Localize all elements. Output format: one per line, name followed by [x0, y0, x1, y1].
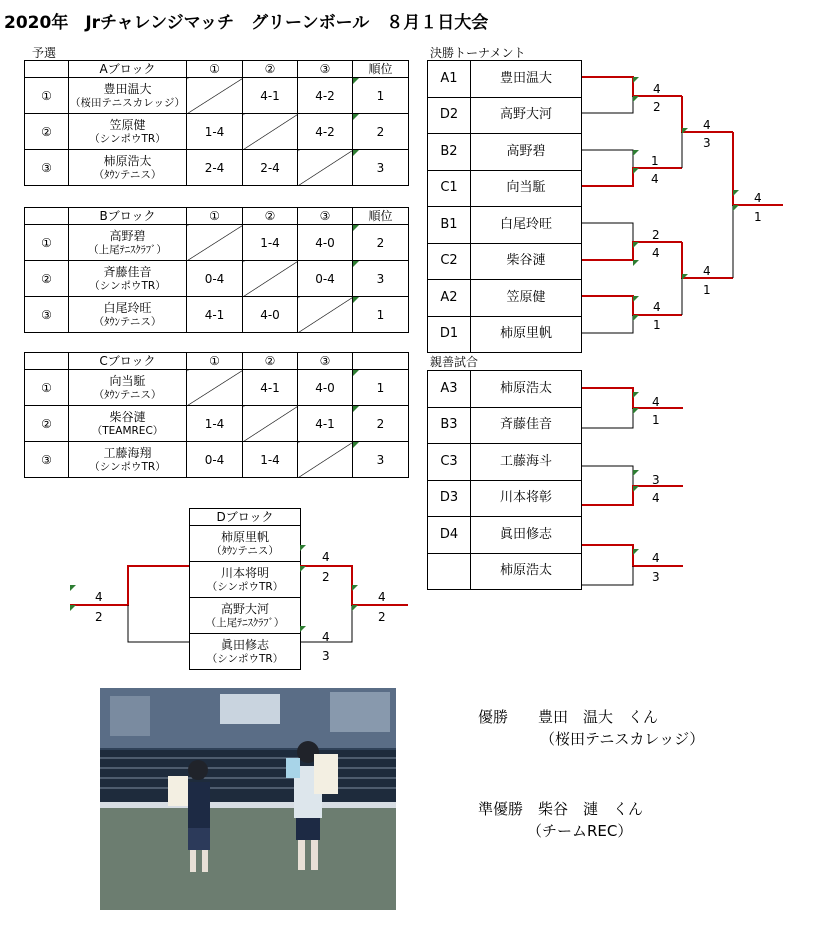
player-club: （シンポウTR） [206, 652, 284, 665]
player-club: （シンポウTR） [89, 279, 166, 292]
col-header: ③ [298, 208, 353, 225]
entry-name: 工藤海斗 [471, 444, 582, 481]
entry-code: D2 [428, 97, 471, 134]
entry-name: 柿原里帆 [471, 316, 582, 353]
bracket-line-win [582, 388, 683, 408]
entry-name: 高野大河 [471, 97, 582, 134]
entry-code: A2 [428, 280, 471, 317]
score: 4 [653, 300, 661, 314]
score: 4 [653, 82, 661, 96]
player-name: 笠原健 [109, 117, 146, 132]
rank-cell: 1 [353, 78, 409, 114]
player-club: （桜田テニスカレッジ） [70, 96, 185, 109]
score: 4 [652, 246, 660, 260]
score-cell: 1-4 [243, 442, 298, 478]
entry-code: A3 [428, 371, 471, 408]
runner-up-text: 準優勝 柴谷 漣 くん [478, 800, 644, 818]
player-club: （ﾀｳﾝテニス） [93, 168, 162, 181]
bracket-line [582, 223, 633, 242]
score: 1 [754, 210, 762, 224]
prelim-label: 予選 [32, 46, 57, 60]
score: 4 [322, 550, 330, 564]
player-club: （ﾀｳﾝテニス） [93, 315, 162, 328]
bracket-line [582, 408, 633, 428]
entry-name: 白尾玲旺 [471, 207, 582, 244]
score: 4 [322, 630, 330, 644]
player-name: 柴谷漣 [109, 409, 146, 424]
col-header: 順位 [353, 208, 409, 225]
score-cell: 4-2 [298, 114, 353, 150]
bracket-line-win [582, 486, 683, 505]
score-cell: 4-1 [298, 406, 353, 442]
score-cell: 0-4 [298, 261, 353, 297]
score-cell: 4-2 [298, 78, 353, 114]
score-cell: 4-0 [298, 225, 353, 261]
score-cell: 1-4 [187, 114, 243, 150]
col-header: ② [243, 61, 298, 78]
friendly-label: 親善試合 [430, 355, 479, 369]
player-club: （シンポウTR） [89, 460, 166, 473]
block-name: Aブロック [69, 61, 187, 78]
winner-text: 優勝 豊田 温大 くん [478, 708, 659, 726]
player-name: 眞田修志 [220, 637, 269, 652]
row-index: ① [25, 78, 69, 114]
runner-up-club: （チームREC） [527, 822, 633, 840]
rank-cell: 3 [353, 442, 409, 478]
score-cell: 4-1 [187, 297, 243, 333]
entry-code: C2 [428, 243, 471, 280]
marker-icon [633, 408, 639, 414]
score: 4 [703, 118, 711, 132]
block-name: Dブロック [190, 509, 301, 526]
rank-cell: 3 [353, 150, 409, 186]
player-club: （シンポウTR） [206, 580, 284, 593]
player-name: 白尾玲旺 [103, 300, 152, 315]
score: 4 [378, 590, 386, 604]
score-cell: 0-4 [187, 442, 243, 478]
entry-code: A1 [428, 61, 471, 98]
entry-code: B1 [428, 207, 471, 244]
score: 3 [652, 570, 660, 584]
score-cell: 1-4 [243, 225, 298, 261]
col-header: ② [243, 353, 298, 370]
col-header: 順位 [353, 61, 409, 78]
bracket-line [582, 466, 633, 486]
player-name: 高野大河 [220, 601, 269, 616]
score: 4 [95, 590, 103, 604]
rank-cell: 1 [353, 370, 409, 406]
rank-cell: 2 [353, 225, 409, 261]
bracket-line [582, 315, 633, 333]
score: 3 [322, 649, 330, 663]
score-cell: 4-0 [298, 370, 353, 406]
entry-code: C3 [428, 444, 471, 481]
score-cell: 0-4 [187, 261, 243, 297]
score: 4 [703, 264, 711, 278]
winner-club: （桜田テニスカレッジ） [540, 730, 705, 748]
score-cell: 1-4 [187, 406, 243, 442]
score-cell: 4-0 [243, 297, 298, 333]
score: 1 [652, 413, 660, 427]
marker-icon [352, 585, 358, 591]
player-club: （TEAMREC） [91, 424, 164, 437]
marker-icon [633, 549, 639, 555]
score: 2 [322, 570, 330, 584]
score: 2 [95, 610, 103, 624]
marker-icon [300, 545, 306, 551]
bracket-line-win [582, 168, 682, 186]
score: 3 [703, 136, 711, 150]
score: 4 [651, 172, 659, 186]
row-index: ③ [25, 150, 69, 186]
player-club: （ﾀｳﾝテニス） [211, 544, 279, 557]
marker-icon [300, 626, 306, 632]
score-cell: 2-4 [243, 150, 298, 186]
score: 2 [378, 610, 386, 624]
bracket-line [582, 96, 633, 113]
marker-icon [633, 470, 639, 476]
row-index: ① [25, 225, 69, 261]
marker-icon [733, 205, 739, 211]
player-name: 川本将明 [220, 565, 269, 580]
entry-name: 斉藤佳音 [471, 407, 582, 444]
row-index: ② [25, 406, 69, 442]
marker-icon [633, 260, 639, 266]
score: 4 [652, 395, 660, 409]
bracket-line-win [582, 545, 683, 566]
score: 1 [651, 154, 659, 168]
col-header: ① [187, 61, 243, 78]
bracket-line-win [582, 242, 682, 260]
score: 1 [653, 318, 661, 332]
col-header: ① [187, 353, 243, 370]
entry-name: 豊田温大 [471, 61, 582, 98]
col-header: ③ [298, 61, 353, 78]
entry-code: D1 [428, 316, 471, 353]
entry-code: C1 [428, 170, 471, 207]
entry-code: D4 [428, 517, 471, 554]
block-name: Bブロック [69, 208, 187, 225]
player-club: （ﾀｳﾝテニス） [93, 388, 162, 401]
score-cell: 2-4 [187, 150, 243, 186]
score: 3 [652, 473, 660, 487]
rank-cell: 3 [353, 261, 409, 297]
player-club: （シンポウTR） [89, 132, 166, 145]
bracket-line [582, 150, 633, 168]
score-cell: 4-1 [243, 370, 298, 406]
score: 2 [652, 228, 660, 242]
row-index: ③ [25, 297, 69, 333]
entry-code: D3 [428, 480, 471, 517]
bracket-line-win [582, 77, 682, 96]
entry-name: 眞田修志 [471, 517, 582, 554]
rank-cell: 1 [353, 297, 409, 333]
entry-name: 向当駈 [471, 170, 582, 207]
player-club: （上尾ﾃﾆｽｸﾗﾌﾞ） [88, 243, 167, 256]
player-name: 柿原里帆 [220, 529, 269, 544]
entry-name: 柴谷漣 [471, 243, 582, 280]
score: 4 [652, 551, 660, 565]
player-name: 高野碧 [109, 228, 146, 243]
col-header: ① [187, 208, 243, 225]
entry-name: 高野碧 [471, 134, 582, 171]
entry-name: 笠原健 [471, 280, 582, 317]
block-name: Cブロック [69, 353, 187, 370]
winners-photo [100, 688, 396, 910]
row-index: ③ [25, 442, 69, 478]
row-index: ② [25, 114, 69, 150]
score: 2 [653, 100, 661, 114]
bracket-line [128, 605, 189, 642]
entry-code: B2 [428, 134, 471, 171]
marker-icon [633, 315, 639, 321]
entry-name: 川本将彰 [471, 480, 582, 517]
col-header: ③ [298, 353, 353, 370]
final-label: 決勝トーナメント [430, 46, 526, 60]
entry-code: B3 [428, 407, 471, 444]
player-name: 工藤海翔 [103, 445, 152, 460]
entry-name: 柿原浩太 [471, 371, 582, 408]
player-name: 向当駈 [109, 373, 146, 388]
bracket-line-win [70, 566, 189, 605]
player-name: 豊田温大 [103, 81, 152, 96]
marker-icon [633, 150, 639, 156]
col-header: ② [243, 208, 298, 225]
rank-cell: 2 [353, 114, 409, 150]
player-name: 柿原浩太 [103, 153, 152, 168]
bracket-line-win [582, 296, 682, 315]
score-cell: 4-1 [243, 78, 298, 114]
player-club: （上尾ﾃﾆｽｸﾗﾌﾞ） [205, 616, 285, 629]
bracket-line [582, 566, 633, 585]
score: 1 [703, 283, 711, 297]
page-title: 2020年 Jrチャレンジマッチ グリーンボール ８月１日大会 [4, 13, 489, 33]
player-name: 斉藤佳音 [103, 264, 152, 279]
marker-icon [70, 585, 76, 591]
rank-cell: 2 [353, 406, 409, 442]
row-index: ② [25, 261, 69, 297]
score: 4 [754, 191, 762, 205]
photo-illustration [100, 688, 396, 910]
marker-icon [633, 96, 639, 102]
entry-name: 柿原浩太 [471, 553, 582, 590]
row-index: ① [25, 370, 69, 406]
score: 4 [652, 491, 660, 505]
